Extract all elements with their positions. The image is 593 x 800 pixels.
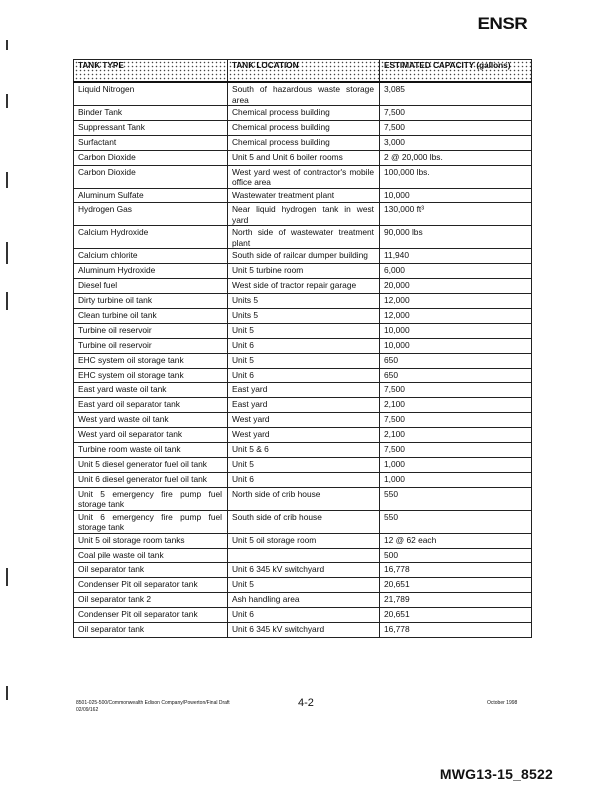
table-row (74, 563, 532, 578)
cell-estimated-capacity: 7,500 (380, 443, 532, 458)
cell-estimated-capacity: 650 (380, 353, 532, 368)
cell-tank-type: Coal pile waste oil tank (74, 548, 228, 563)
cell-estimated-capacity: 130,000 ft³ (380, 203, 532, 226)
cell-tank-type: Oil separator tank (74, 563, 228, 578)
document-id: MWG13-15_8522 (439, 766, 553, 782)
cell-tank-type: Unit 5 oil storage room tanks (74, 533, 228, 548)
binder-mark (6, 292, 8, 310)
cell-tank-type: Carbon Dioxide (74, 165, 228, 188)
cell-tank-location: East yard (228, 398, 380, 413)
cell-tank-location: Units 5 (228, 309, 380, 324)
cell-estimated-capacity: 1,000 (380, 472, 532, 487)
footer-reference-line: 8501-025-500/Commonwealth Edison Company/Powerton/Final Draft (76, 700, 230, 706)
cell-tank-type: Unit 5 emergency fire pump fuel storage tank (74, 487, 228, 510)
cell-tank-location: Unit 5 (228, 353, 380, 368)
cell-tank-location: West side of tractor repair garage (228, 279, 380, 294)
table-body (74, 82, 532, 637)
table-row (74, 150, 532, 165)
cell-tank-type: Unit 6 diesel generator fuel oil tank (74, 472, 228, 487)
cell-estimated-capacity: 10,000 (380, 188, 532, 203)
binder-mark (6, 172, 8, 188)
cell-tank-location: South side of railcar dumper building (228, 249, 380, 264)
cell-tank-location: Chemical process building (228, 106, 380, 121)
cell-estimated-capacity: 12 @ 62 each (380, 533, 532, 548)
table-row (74, 413, 532, 428)
cell-tank-location (228, 548, 380, 563)
table-row (74, 106, 532, 121)
cell-tank-location: Chemical process building (228, 120, 380, 135)
cell-tank-type: Aluminum Hydroxide (74, 264, 228, 279)
cell-estimated-capacity: 16,778 (380, 623, 532, 638)
cell-tank-location: Unit 5 (228, 457, 380, 472)
cell-tank-location: East yard (228, 383, 380, 398)
table-row (74, 188, 532, 203)
table-row (74, 264, 532, 279)
page-number: 4-2 (298, 697, 314, 709)
footer-reference-line: 02/09/162 (76, 706, 99, 713)
cell-tank-location: Unit 6 (228, 608, 380, 623)
cell-estimated-capacity: 2,100 (380, 428, 532, 443)
table-row (74, 457, 532, 472)
cell-tank-type: Turbine oil reservoir (74, 323, 228, 338)
cell-tank-location: Unit 5 oil storage room (228, 533, 380, 548)
table-row (74, 226, 532, 249)
cell-tank-location: Ash handling area (228, 593, 380, 608)
table-row (74, 472, 532, 487)
cell-tank-location: Unit 6 (228, 472, 380, 487)
table-row (74, 82, 532, 106)
cell-estimated-capacity: 11,940 (380, 249, 532, 264)
cell-tank-type: Carbon Dioxide (74, 150, 228, 165)
cell-estimated-capacity: 7,500 (380, 383, 532, 398)
cell-tank-type: Hydrogen Gas (74, 203, 228, 226)
cell-estimated-capacity: 20,651 (380, 608, 532, 623)
table-row (74, 323, 532, 338)
cell-estimated-capacity: 16,778 (380, 563, 532, 578)
table-row (74, 398, 532, 413)
cell-tank-type: East yard oil separator tank (74, 398, 228, 413)
cell-tank-type: Binder Tank (74, 106, 228, 121)
cell-tank-location: Unit 5 & 6 (228, 443, 380, 458)
cell-estimated-capacity: 90,000 lbs (380, 226, 532, 249)
cell-tank-location: Unit 5 and Unit 6 boiler rooms (228, 150, 380, 165)
ensr-logo: ENSR (477, 14, 527, 33)
cell-estimated-capacity: 3,085 (380, 82, 532, 106)
binder-mark (6, 242, 8, 264)
cell-tank-location: Chemical process building (228, 135, 380, 150)
cell-tank-type: Oil separator tank (74, 623, 228, 638)
cell-tank-type: Unit 6 emergency fire pump fuel storage tank (74, 510, 228, 533)
cell-tank-type: Calcium chlorite (74, 249, 228, 264)
table-row (74, 203, 532, 226)
cell-tank-location: West yard (228, 413, 380, 428)
cell-tank-type: Unit 5 diesel generator fuel oil tank (74, 457, 228, 472)
cell-tank-type: West yard waste oil tank (74, 413, 228, 428)
cell-estimated-capacity: 650 (380, 368, 532, 383)
table-row (74, 353, 532, 368)
table-row (74, 608, 532, 623)
cell-estimated-capacity: 7,500 (380, 413, 532, 428)
cell-tank-type: EHC system oil storage tank (74, 368, 228, 383)
table-row (74, 578, 532, 593)
cell-tank-type: Oil separator tank 2 (74, 593, 228, 608)
cell-tank-location: Unit 6 345 kV switchyard (228, 563, 380, 578)
cell-estimated-capacity: 7,500 (380, 120, 532, 135)
table-row (74, 294, 532, 309)
table-row (74, 593, 532, 608)
cell-tank-type: EHC system oil storage tank (74, 353, 228, 368)
cell-estimated-capacity: 7,500 (380, 106, 532, 121)
table-header-row (74, 60, 532, 83)
cell-tank-type: Surfactant (74, 135, 228, 150)
binder-mark (6, 686, 8, 700)
table-row (74, 309, 532, 324)
cell-tank-location: South side of crib house (228, 510, 380, 533)
cell-tank-type: Suppressant Tank (74, 120, 228, 135)
cell-tank-type: Clean turbine oil tank (74, 309, 228, 324)
table-row (74, 487, 532, 510)
table-row (74, 120, 532, 135)
cell-tank-location: Unit 5 turbine room (228, 264, 380, 279)
cell-tank-location: South of hazardous waste storage area (228, 82, 380, 106)
cell-tank-location: Near liquid hydrogen tank in west yard (228, 203, 380, 226)
column-header-tank-location: TANK LOCATION (228, 60, 380, 83)
table-row (74, 443, 532, 458)
cell-tank-type: Dirty turbine oil tank (74, 294, 228, 309)
column-header-tank-type: TANK TYPE (74, 60, 228, 83)
table-row (74, 135, 532, 150)
table-row (74, 368, 532, 383)
cell-estimated-capacity: 10,000 (380, 338, 532, 353)
column-header-estimated-capacity: ESTIMATED CAPACITY (gallons) (380, 60, 532, 83)
tank-inventory-table (73, 59, 532, 638)
cell-estimated-capacity: 1,000 (380, 457, 532, 472)
cell-estimated-capacity: 10,000 (380, 323, 532, 338)
table-row (74, 249, 532, 264)
cell-tank-location: Unit 5 (228, 578, 380, 593)
cell-tank-location: Wastewater treatment plant (228, 188, 380, 203)
cell-tank-type: West yard oil separator tank (74, 428, 228, 443)
cell-tank-type: Diesel fuel (74, 279, 228, 294)
table-row (74, 623, 532, 638)
cell-tank-type: Condenser Pit oil separator tank (74, 608, 228, 623)
cell-tank-location: Unit 6 (228, 338, 380, 353)
cell-estimated-capacity: 100,000 lbs. (380, 165, 532, 188)
table-row (74, 383, 532, 398)
table-row (74, 279, 532, 294)
cell-tank-location: Unit 6 345 kV switchyard (228, 623, 380, 638)
footer-date: October 1998 (487, 700, 518, 706)
cell-tank-type: Liquid Nitrogen (74, 82, 228, 106)
cell-estimated-capacity: 21,789 (380, 593, 532, 608)
table-row (74, 533, 532, 548)
cell-estimated-capacity: 550 (380, 487, 532, 510)
cell-estimated-capacity: 12,000 (380, 309, 532, 324)
cell-tank-type: Condenser Pit oil separator tank (74, 578, 228, 593)
cell-estimated-capacity: 500 (380, 548, 532, 563)
table-row (74, 510, 532, 533)
cell-estimated-capacity: 6,000 (380, 264, 532, 279)
cell-estimated-capacity: 3,000 (380, 135, 532, 150)
cell-estimated-capacity: 550 (380, 510, 532, 533)
footer-project-reference (76, 700, 306, 713)
table-row (74, 428, 532, 443)
cell-estimated-capacity: 2 @ 20,000 lbs. (380, 150, 532, 165)
binder-mark (6, 568, 8, 586)
cell-estimated-capacity: 20,000 (380, 279, 532, 294)
cell-tank-location: North side of crib house (228, 487, 380, 510)
cell-tank-type: Calcium Hydroxide (74, 226, 228, 249)
cell-tank-location: Unit 6 (228, 368, 380, 383)
cell-tank-location: Units 5 (228, 294, 380, 309)
table-row (74, 338, 532, 353)
cell-tank-type: Aluminum Sulfate (74, 188, 228, 203)
table-row (74, 165, 532, 188)
cell-estimated-capacity: 2,100 (380, 398, 532, 413)
cell-tank-type: Turbine room waste oil tank (74, 443, 228, 458)
cell-tank-type: East yard waste oil tank (74, 383, 228, 398)
cell-tank-location: West yard (228, 428, 380, 443)
table-row (74, 548, 532, 563)
cell-tank-location: North side of wastewater treatment plant (228, 226, 380, 249)
binder-mark (6, 94, 8, 108)
cell-tank-location: West yard west of contractor's mobile office area (228, 165, 380, 188)
cell-tank-location: Unit 5 (228, 323, 380, 338)
cell-tank-type: Turbine oil reservoir (74, 338, 228, 353)
cell-estimated-capacity: 20,651 (380, 578, 532, 593)
cell-estimated-capacity: 12,000 (380, 294, 532, 309)
binder-mark (6, 40, 8, 50)
